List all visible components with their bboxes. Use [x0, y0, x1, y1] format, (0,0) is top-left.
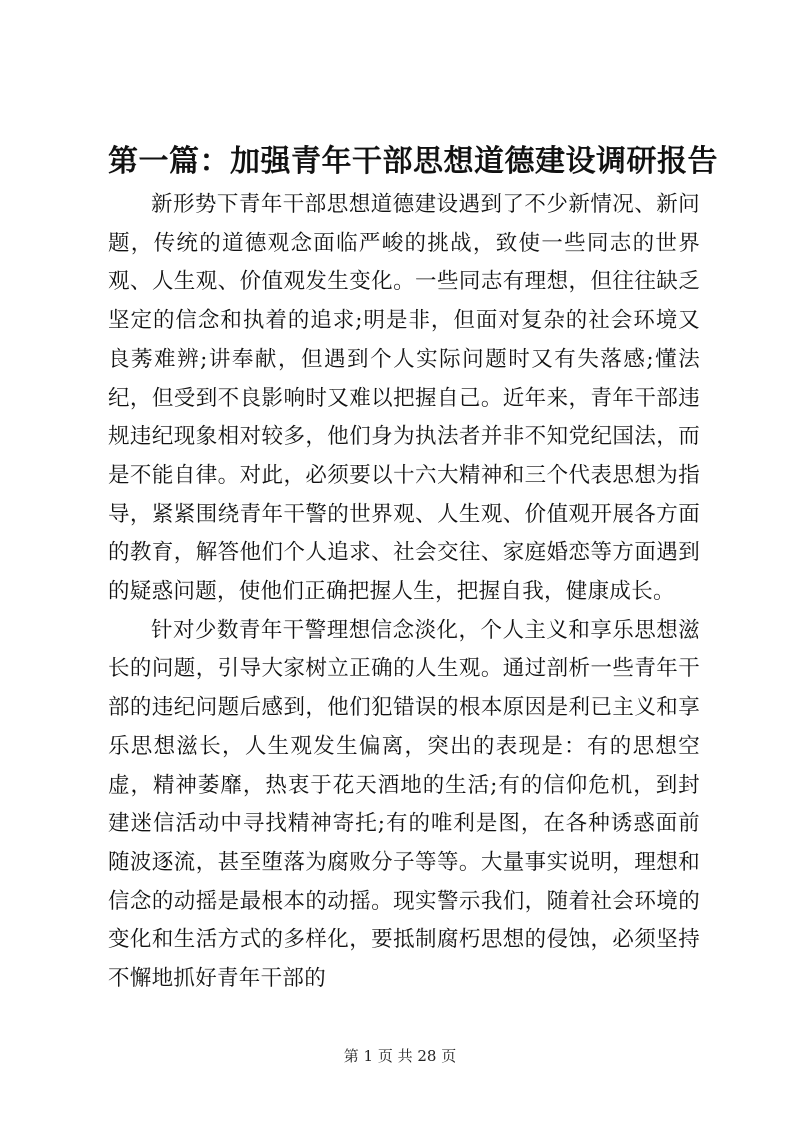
paragraph-2: 针对少数青年干警理想信念淡化，个人主义和享乐思想滋长的问题，引导大家树立正确的人生观。通过剖析一些青年干部的违纪问题后感到，他们犯错误的根本原因是利已主义和享乐思想滋长，人生观发生偏离，突出的表现是：有的思想空虚，精神萎靡，热衷于花天酒地的生活;有的信仰危机，到封建迷信活动中寻找精神寄托;有的唯利是图，在各种诱惑面前随波逐流，甚至堕落为腐败分子等等。大量事实说明，理想和信念的动摇是最根本的动摇。现实警示我们，随着社会环境的变化和生活方式的多样化，要抵制腐朽思想的侵蚀，必须坚持不懈地抓好青年干部的 [108, 617, 700, 992]
paragraph-1: 新形势下青年干部思想道德建设遇到了不少新情况、新问题，传统的道德观念面临严峻的挑战，致使一些同志的世界观、人生观、价值观发生变化。一些同志有理想，但往往缺乏坚定的信念和执着的追求;明是非，但面对复杂的社会环境又良莠难辨;讲奉献，但遇到个人实际问题时又有失落感;懂法纪，但受到不良影响时又难以把握自己。近年来，青年干部违规违纪现象相对较多，他们身为执法者并非不知党纪国法，而是不能自律。对此，必须要以十六大精神和三个代表思想为指导，紧紧围绕青年干警的世界观、人生观、价值观开展各方面的教育，解答他们个人追求、社会交往、家庭婚恋等方面遇到的疑惑问题，使他们正确把握人生，把握自我，健康成长。 [108, 192, 700, 605]
page-number-footer: 第 1 页 共 28 页 [343, 1047, 457, 1065]
document-title: 第一篇：加强青年干部思想道德建设调研报告 [108, 144, 718, 179]
document-body [108, 186, 700, 999]
